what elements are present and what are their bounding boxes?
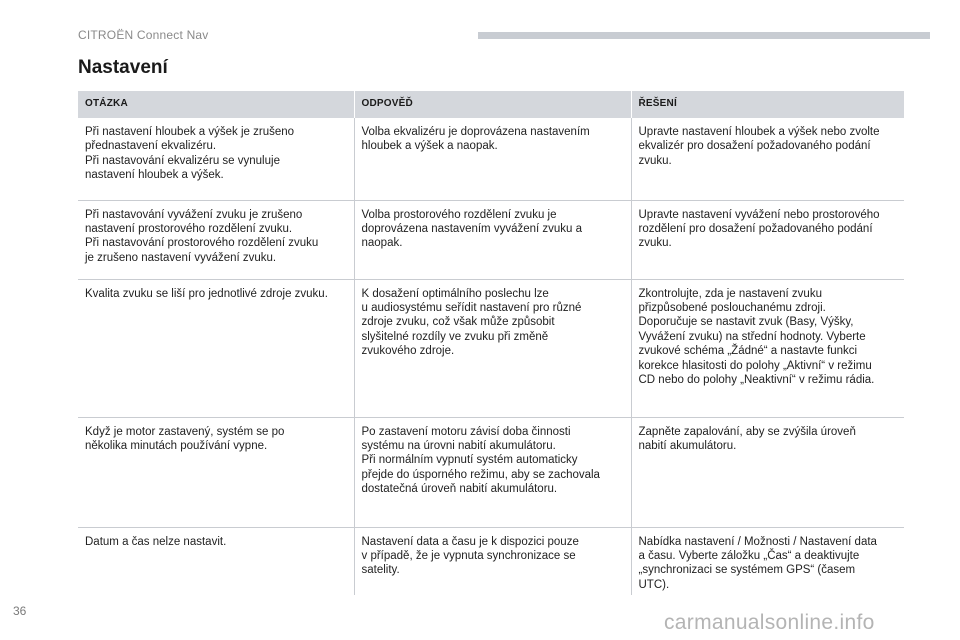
- watermark-text: carmanualsonline.info: [664, 611, 875, 634]
- table-row: [78, 200, 904, 279]
- page-number: 36: [13, 604, 27, 618]
- brand-label: CITROËN Connect Nav: [78, 28, 209, 42]
- table-row: [78, 279, 904, 417]
- answer-cell: Po zastavení motoru závisí doba činnosti systému na úrovni nabití akumulátoru. Při normálním vypnutí systém automaticky přejde do úsporného režimu, aby se zachovala dostatečná úroveň nabití akumulátoru.: [354, 417, 631, 527]
- faq-table: [78, 91, 904, 595]
- page-title: Nastavení: [78, 57, 168, 78]
- question-cell: Při nastavování vyvážení zvuku je zrušeno nastavení prostorového rozdělení zvuku. Při nastavování prostorového rozdělení zvuku je zrušeno nastavení vyvážení zvuku.: [78, 200, 354, 279]
- table-row: [78, 527, 904, 595]
- table-header-row: [78, 91, 904, 118]
- column-header-question: OTÁZKA: [78, 91, 354, 118]
- question-cell: Kvalita zvuku se liší pro jednotlivé zdroje zvuku.: [78, 279, 354, 417]
- question-cell: Při nastavení hloubek a výšek je zrušeno přednastavení ekvalizéru. Při nastavování ekvalizéru se vynuluje nastavení hloubek a výšek.: [78, 118, 354, 200]
- answer-cell: Nastavení data a času je k dispozici pouze v případě, že je vypnuta synchronizace se satelity.: [354, 527, 631, 595]
- answer-cell: Volba ekvalizéru je doprovázena nastavením hloubek a výšek a naopak.: [354, 118, 631, 200]
- solution-cell: Upravte nastavení vyvážení nebo prostorového rozdělení pro dosažení požadovaného podání zvuku.: [631, 200, 904, 279]
- solution-cell: Zapněte zapalování, aby se zvýšila úroveň nabití akumulátoru.: [631, 417, 904, 527]
- answer-cell: K dosažení optimálního poslechu lze u audiosystému seřídit nastavení pro různé zdroje zvuku, což však může způsobit slyšitelné rozdíly ve zvuku při změně zvukového zdroje.: [354, 279, 631, 417]
- header-divider-bar: [478, 32, 930, 39]
- column-header-answer: ODPOVĚĎ: [354, 91, 631, 118]
- solution-cell: Upravte nastavení hloubek a výšek nebo zvolte ekvalizér pro dosažení požadovaného podání zvuku.: [631, 118, 904, 200]
- solution-cell: Zkontrolujte, zda je nastavení zvuku přizpůsobené poslouchanému zdroji. Doporučuje se nastavit zvuk (Basy, Výšky, Vyvážení zvuku) na střední hodnoty. Vyberte zvukové schéma „Žádné“ a nastavte funkci korekce hlasitosti do polohy „Aktivní“ v režimu CD nebo do polohy „Neaktivní“ v režimu rádia.: [631, 279, 904, 417]
- solution-cell: Nabídka nastavení / Možnosti / Nastavení data a času. Vyberte záložku „Čas“ a deaktivujte „synchronizaci se systémem GPS“ (časem UTC).: [631, 527, 904, 595]
- answer-cell: Volba prostorového rozdělení zvuku je doprovázena nastavením vyvážení zvuku a naopak.: [354, 200, 631, 279]
- question-cell: Datum a čas nelze nastavit.: [85, 535, 227, 548]
- column-header-solution: ŘEŠENÍ: [631, 91, 904, 118]
- table-row: [78, 118, 904, 200]
- table-row: [78, 417, 904, 527]
- question-cell: Když je motor zastavený, systém se po několika minutách používání vypne.: [78, 417, 354, 527]
